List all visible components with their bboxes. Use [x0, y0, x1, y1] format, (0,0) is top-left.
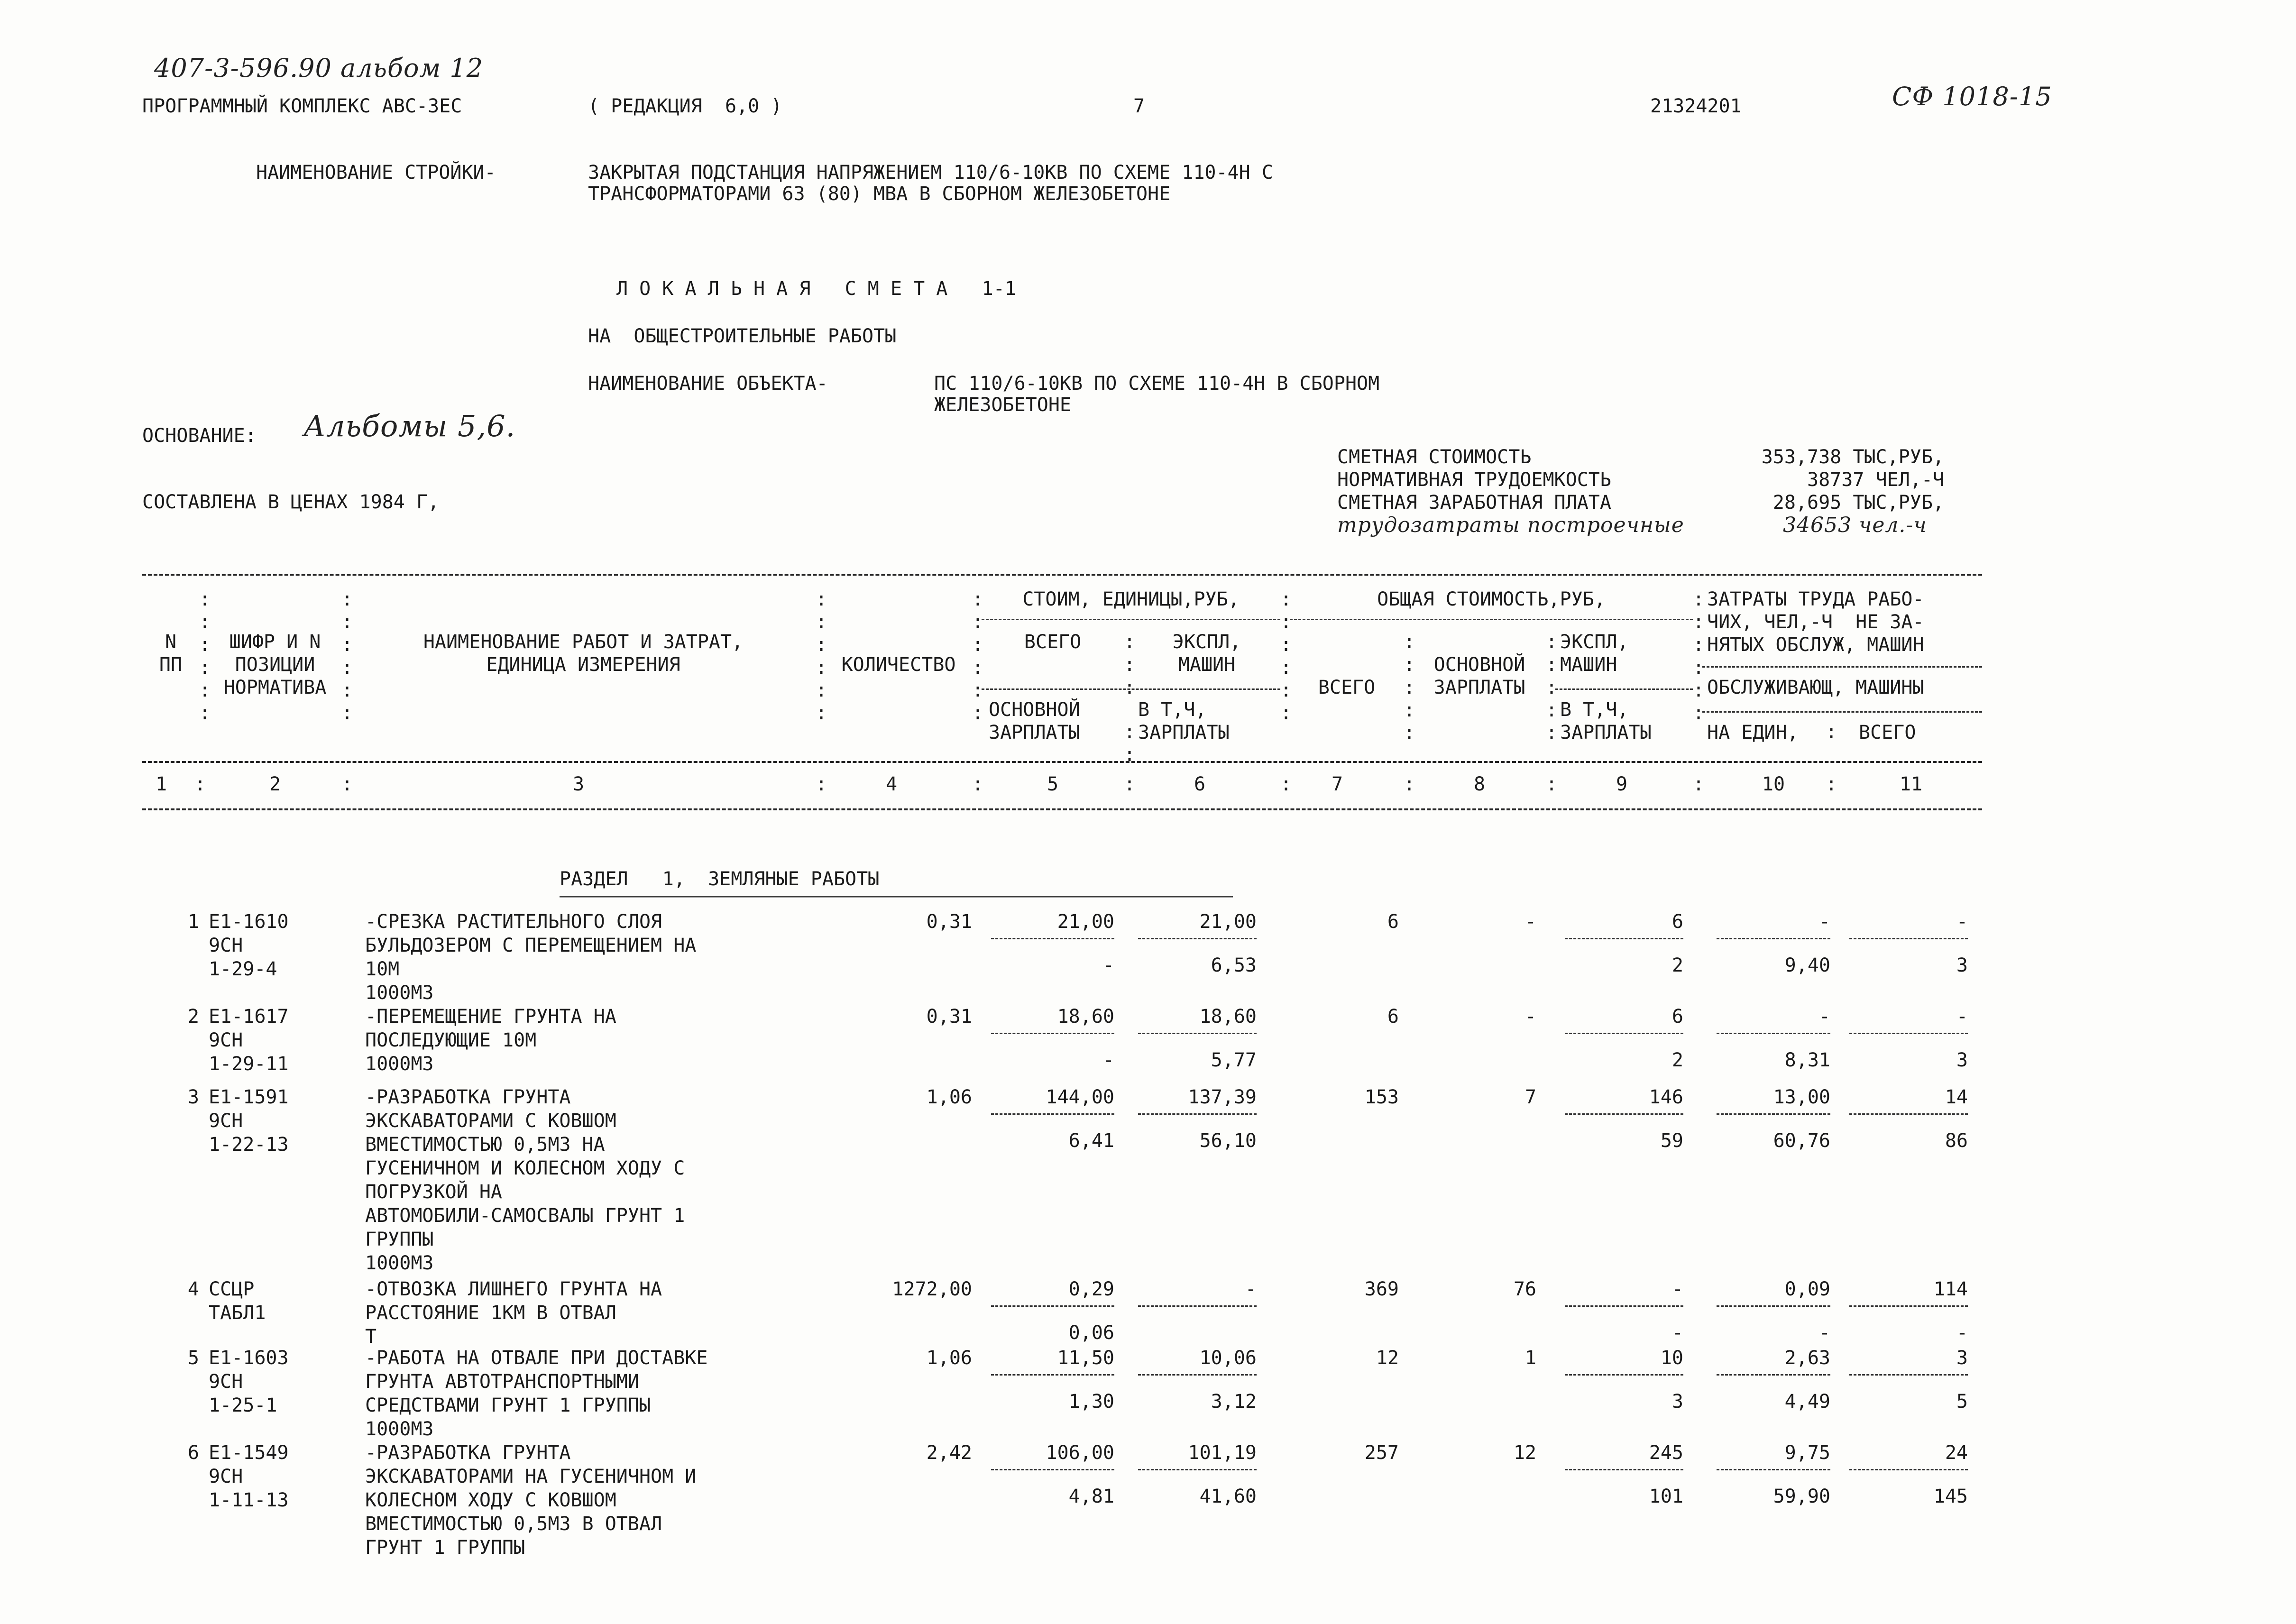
- item-unit: 1000М3: [365, 1053, 434, 1075]
- cell-divider-rule: [1565, 1033, 1683, 1034]
- hdr-c7: ВСЕГО: [1318, 677, 1376, 698]
- item-unit-machines: 137,39: [1188, 1086, 1257, 1108]
- item-name: АВТОМОБИЛИ-САМОСВАЛЫ ГРУНТ 1: [365, 1205, 685, 1227]
- item-code: Е1-1603: [209, 1347, 289, 1369]
- item-qty: 0,31: [926, 911, 972, 933]
- item-number: 3: [187, 1086, 199, 1108]
- stamp-handwritten: СФ 1018-15: [1892, 82, 2052, 111]
- col-number: 1: [155, 773, 167, 795]
- col-number: 4: [885, 773, 898, 795]
- cell-divider-rule: [991, 1374, 1114, 1376]
- item-service-labor-total: 145: [1933, 1486, 1968, 1507]
- summary-label-handwritten: трудозатраты построечные: [1337, 513, 1684, 537]
- item-total-machines: 10: [1660, 1347, 1683, 1369]
- cell-divider-rule: [1138, 1305, 1257, 1307]
- cell-divider-rule: [991, 1113, 1114, 1115]
- line-name-text-2: ТРАНСФОРМАТОРАМИ 63 (80) МВА В СБОРНОМ ЖЕЛЕЗОБЕТОНЕ: [588, 183, 1171, 205]
- cell-divider-rule: [1717, 1374, 1830, 1376]
- col-sep: : : : : : :: [1693, 588, 1705, 724]
- item-total-machines: 146: [1649, 1086, 1683, 1108]
- item-total: 153: [1364, 1086, 1399, 1108]
- item-service-labor-total: 86: [1945, 1130, 1968, 1152]
- table-colnum-bottom-rule: [142, 808, 1982, 810]
- item-unit-machines: -: [1245, 1278, 1257, 1300]
- item-code: 9СН: [209, 1110, 243, 1132]
- item-name: -РАЗРАБОТКА ГРУНТА: [365, 1086, 571, 1108]
- item-unit-machines: 101,19: [1188, 1442, 1257, 1464]
- summary-label: НОРМАТИВНАЯ ТРУДОЕМКОСТЬ: [1337, 469, 1611, 491]
- item-code: 1-22-13: [209, 1134, 289, 1156]
- item-qty: 2,42: [926, 1442, 972, 1464]
- item-labor-unit: -: [1818, 1006, 1830, 1028]
- item-labor-total: 24: [1945, 1442, 1968, 1464]
- item-total-machines: 245: [1649, 1442, 1683, 1464]
- item-unit-total: 106,00: [1046, 1442, 1114, 1464]
- item-total-machine-wages: 59: [1660, 1130, 1683, 1152]
- hdr-n: N: [165, 631, 177, 653]
- item-unit-machines: 21,00: [1199, 911, 1257, 933]
- hdr-c10: НА ЕДИН,: [1707, 722, 1799, 743]
- summary-value: 353,738 ТЫС,РУБ,: [1761, 446, 1944, 468]
- item-total-machine-wages: 101: [1649, 1486, 1683, 1507]
- item-unit-total: 18,60: [1057, 1006, 1114, 1028]
- item-unit: 1000М3: [365, 982, 434, 1004]
- item-qty: 1,06: [926, 1086, 972, 1108]
- item-name: РАССТОЯНИЕ 1КМ В ОТВАЛ: [365, 1302, 616, 1324]
- col-sep: : : : : : :: [341, 588, 353, 724]
- item-service-labor-total: 3: [1956, 1049, 1968, 1071]
- cell-divider-rule: [991, 938, 1114, 939]
- item-total-wages: -: [1525, 1006, 1536, 1028]
- item-service-labor-unit: 9,40: [1784, 954, 1830, 976]
- item-labor-unit: 9,75: [1784, 1442, 1830, 1464]
- item-name: -ОТВОЗКА ЛИШНЕГО ГРУНТА НА: [365, 1278, 662, 1300]
- hdr-c9-4: ЗАРПЛАТЫ: [1560, 722, 1652, 743]
- hdr-rule: [1555, 688, 1693, 690]
- item-service-labor-unit: 4,49: [1784, 1391, 1830, 1413]
- item-total-machine-wages: 2: [1671, 954, 1683, 976]
- col-sep: :: [1280, 773, 1292, 795]
- item-total-machines: 6: [1671, 1006, 1683, 1028]
- item-unit-machine-wages: 3,12: [1211, 1391, 1257, 1413]
- item-qty: 1,06: [926, 1347, 972, 1369]
- col-sep: : : :: [1124, 631, 1136, 698]
- item-unit-total: 21,00: [1057, 911, 1114, 933]
- hdr-labor-1: ЗАТРАТЫ ТРУДА РАБО-: [1707, 588, 1924, 610]
- item-service-labor-total: 5: [1956, 1391, 1968, 1413]
- summary-label: СМЕТНАЯ СТОИМОСТЬ: [1337, 446, 1532, 468]
- hdr-rule: [1702, 666, 1982, 668]
- cell-divider-rule: [1717, 1113, 1830, 1115]
- item-code: Е1-1549: [209, 1442, 289, 1464]
- item-code: 9СН: [209, 1029, 243, 1051]
- item-name: КОЛЕСНОМ ХОДУ С КОВШОМ: [365, 1489, 616, 1511]
- hdr-code-1: ШИФР И N: [229, 631, 321, 653]
- cell-divider-rule: [991, 1469, 1114, 1470]
- cell-divider-rule: [1138, 1033, 1257, 1034]
- item-number: 1: [187, 911, 199, 933]
- hdr-c8-2: ЗАРПЛАТЫ: [1433, 677, 1525, 698]
- cell-divider-rule: [1717, 1469, 1830, 1470]
- item-qty: 1272,00: [892, 1278, 972, 1300]
- summary-value-handwritten: 34653 чел.-ч: [1783, 513, 1927, 537]
- item-labor-total: 3: [1956, 1347, 1968, 1369]
- item-unit-machine-wages: 5,77: [1211, 1049, 1257, 1071]
- cell-divider-rule: [1717, 938, 1830, 939]
- item-total-machines: -: [1671, 1278, 1683, 1300]
- hdr-c6-bottom-2: ЗАРПЛАТЫ: [1138, 722, 1230, 743]
- col-sep: : : : : : :: [972, 588, 984, 724]
- item-unit-machine-wages: 6,53: [1211, 954, 1257, 976]
- item-labor-unit: 0,09: [1784, 1278, 1830, 1300]
- col-sep: :: [1826, 773, 1837, 795]
- hdr-labor-service: ОБСЛУЖИВАЮЩ, МАШИНЫ: [1707, 677, 1924, 698]
- item-service-labor-unit: 8,31: [1784, 1049, 1830, 1071]
- cell-divider-rule: [1138, 938, 1257, 939]
- hdr-c6-top-1: ЭКСПЛ,: [1172, 631, 1241, 653]
- item-name: БУЛЬДОЗЕРОМ С ПЕРЕМЕЩЕНИЕМ НА: [365, 935, 697, 956]
- item-total: 6: [1387, 911, 1399, 933]
- item-total-machine-wages: -: [1671, 1322, 1683, 1344]
- hdr-rule: [1702, 711, 1982, 713]
- item-name: ГРУППЫ: [365, 1229, 434, 1250]
- item-name: ГРУНТ 1 ГРУППЫ: [365, 1537, 525, 1559]
- table-top-rule: [142, 574, 1982, 576]
- table-header-bottom-rule: [142, 761, 1982, 763]
- hdr-rule: [982, 688, 1280, 690]
- cell-divider-rule: [1849, 938, 1968, 939]
- hdr-c11: ВСЕГО: [1859, 722, 1916, 743]
- item-name: ВМЕСТИМОСТЬЮ 0,5М3 В ОТВАЛ: [365, 1513, 662, 1535]
- cell-divider-rule: [1849, 1469, 1968, 1470]
- item-unit-machine-wages: 41,60: [1199, 1486, 1257, 1507]
- line-name-text-1: ЗАКРЫТАЯ ПОДСТАНЦИЯ НАПРЯЖЕНИЕМ 110/6-10КВ ПО СХЕМЕ 110-4Н С: [588, 162, 1273, 184]
- cell-divider-rule: [1717, 1305, 1830, 1307]
- item-unit-wages: 0,06: [1068, 1322, 1114, 1344]
- item-service-labor-unit: 60,76: [1773, 1130, 1830, 1152]
- item-number: 6: [187, 1442, 199, 1464]
- item-code: 1-29-4: [209, 958, 277, 980]
- hdr-c9-3: В Т,Ч,: [1560, 699, 1629, 721]
- item-unit-total: 144,00: [1046, 1086, 1114, 1108]
- item-total-wages: 1: [1525, 1347, 1536, 1369]
- hdr-c5-bottom-2: ЗАРПЛАТЫ: [989, 722, 1080, 743]
- col-number: 5: [1047, 773, 1059, 795]
- program-name: ПРОГРАММНЫЙ КОМПЛЕКС АВС-3ЕС: [142, 95, 462, 117]
- item-unit: 1000М3: [365, 1252, 434, 1274]
- col-sep: :: [816, 773, 827, 795]
- basis-handwritten: Альбомы 5,6.: [303, 409, 516, 443]
- col-sep: :: [1826, 721, 1837, 743]
- hdr-total-cost: ОБЩАЯ СТОИМОСТЬ,РУБ,: [1377, 588, 1606, 610]
- item-name: -РАБОТА НА ОТВАЛЕ ПРИ ДОСТАВКЕ: [365, 1347, 708, 1369]
- item-name: -РАЗРАБОТКА ГРУНТА: [365, 1442, 571, 1464]
- cell-divider-rule: [991, 1305, 1114, 1307]
- col-sep: :: [1546, 773, 1558, 795]
- item-service-labor-unit: 59,90: [1773, 1486, 1830, 1507]
- col-sep: : : : : :: [1546, 631, 1558, 744]
- item-service-labor-unit: -: [1818, 1322, 1830, 1344]
- hdr-c9-1: ЭКСПЛ,: [1560, 631, 1629, 653]
- cell-divider-rule: [1717, 1033, 1830, 1034]
- cell-divider-rule: [1565, 1113, 1683, 1115]
- item-name: ВМЕСТИМОСТЬЮ 0,5М3 НА: [365, 1134, 605, 1156]
- item-total-wages: 76: [1513, 1278, 1536, 1300]
- item-total-wages: -: [1525, 911, 1536, 933]
- item-name: ПОСЛЕДУЮЩИЕ 10М: [365, 1029, 537, 1051]
- summary-label: СМЕТНАЯ ЗАРАБОТНАЯ ПЛАТА: [1337, 492, 1611, 514]
- summary-value: 38737 ЧЕЛ,-Ч: [1807, 469, 1944, 491]
- col-sep: :: [341, 773, 353, 795]
- item-code: 9СН: [209, 1371, 243, 1393]
- page-number: 7: [1133, 95, 1145, 117]
- item-total-machine-wages: 2: [1671, 1049, 1683, 1071]
- hdr-code-3: НОРМАТИВА: [223, 677, 327, 698]
- item-total-wages: 7: [1525, 1086, 1536, 1108]
- hdr-pp: ПП: [159, 654, 183, 676]
- item-unit-total: 0,29: [1068, 1278, 1114, 1300]
- item-unit-machines: 18,60: [1199, 1006, 1257, 1028]
- col-sep: :: [972, 773, 984, 795]
- col-sep: :: [1693, 773, 1705, 795]
- section-title: РАЗДЕЛ 1, ЗЕМЛЯНЫЕ РАБОТЫ: [560, 868, 880, 890]
- cell-divider-rule: [1849, 1305, 1968, 1307]
- hdr-code-2: ПОЗИЦИИ: [235, 654, 315, 676]
- item-number: 5: [187, 1347, 199, 1369]
- item-total: 12: [1376, 1347, 1399, 1369]
- doc-code: 21324201: [1650, 95, 1742, 117]
- hdr-name-2: ЕДИНИЦА ИЗМЕРЕНИЯ: [486, 654, 680, 676]
- col-number: 8: [1473, 773, 1486, 795]
- item-unit-total: 11,50: [1057, 1347, 1114, 1369]
- prices-note: СОСТАВЛЕНА В ЦЕНАХ 1984 Г,: [142, 491, 440, 513]
- item-unit-wages: 1,30: [1068, 1391, 1114, 1413]
- hdr-c8-1: ОСНОВНОЙ: [1433, 654, 1525, 676]
- cell-divider-rule: [1565, 1469, 1683, 1470]
- hdr-c9-2: МАШИН: [1560, 654, 1617, 676]
- estimate-title: Л О К А Л Ь Н А Я С М Е Т А 1-1: [616, 278, 1016, 300]
- estimate-subtitle: НА ОБЩЕСТРОИТЕЛЬНЫЕ РАБОТЫ: [588, 325, 897, 347]
- item-code: 9СН: [209, 1466, 243, 1487]
- album-handwritten: 407-3-596.90 альбом 12: [154, 53, 484, 83]
- item-code: 1-11-13: [209, 1489, 289, 1511]
- col-number: 11: [1899, 773, 1923, 795]
- col-number: 3: [572, 773, 585, 795]
- item-unit-machine-wages: 56,10: [1199, 1130, 1257, 1152]
- item-labor-unit: -: [1818, 911, 1830, 933]
- item-labor-total: 114: [1933, 1278, 1968, 1300]
- cell-divider-rule: [1849, 1113, 1968, 1115]
- item-total-machines: 6: [1671, 911, 1683, 933]
- item-unit-wages: -: [1102, 1049, 1114, 1071]
- col-sep: :: [1404, 773, 1415, 795]
- cell-divider-rule: [1565, 1305, 1683, 1307]
- item-total: 369: [1364, 1278, 1399, 1300]
- col-sep: : : : : :: [1404, 631, 1415, 744]
- item-labor-total: -: [1956, 911, 1968, 933]
- item-unit-wages: -: [1102, 954, 1114, 976]
- item-unit: Т: [365, 1326, 377, 1348]
- section-underline: [560, 896, 1233, 902]
- hdr-c5-bottom-1: ОСНОВНОЙ: [989, 699, 1080, 721]
- hdr-c6-bottom-1: В Т,Ч,: [1138, 699, 1207, 721]
- hdr-labor-2: ЧИХ, ЧЕЛ,-Ч НЕ ЗА-: [1707, 611, 1924, 633]
- item-name: ГУСЕНИЧНОМ И КОЛЕСНОМ ХОДУ С: [365, 1157, 685, 1179]
- item-name: ЭКСКАВАТОРАМИ С КОВШОМ: [365, 1110, 616, 1132]
- item-unit-machines: 10,06: [1199, 1347, 1257, 1369]
- col-number: 6: [1194, 773, 1206, 795]
- hdr-labor-3: НЯТЫХ ОБСЛУЖ, МАШИН: [1707, 634, 1924, 656]
- cell-divider-rule: [1565, 938, 1683, 939]
- item-code: Е1-1591: [209, 1086, 289, 1108]
- item-code: ССЦР: [209, 1278, 255, 1300]
- item-unit-wages: 6,41: [1068, 1130, 1114, 1152]
- line-name-label: НАИМЕНОВАНИЕ СТРОЙКИ-: [256, 162, 496, 184]
- item-service-labor-total: 3: [1956, 954, 1968, 976]
- hdr-rule: [982, 619, 1280, 620]
- item-code: Е1-1610: [209, 911, 289, 933]
- col-sep: : : : : : :: [199, 588, 211, 724]
- summary-value: 28,695 ТЫС,РУБ,: [1773, 492, 1944, 514]
- item-name: -ПЕРЕМЕЩЕНИЕ ГРУНТА НА: [365, 1006, 616, 1028]
- col-number: 7: [1331, 773, 1343, 795]
- cell-divider-rule: [1849, 1033, 1968, 1034]
- hdr-unit-cost: СТОИМ, ЕДИНИЦЫ,РУБ,: [1022, 588, 1240, 610]
- item-code: Е1-1617: [209, 1006, 289, 1028]
- cell-divider-rule: [1138, 1469, 1257, 1470]
- cell-divider-rule: [1138, 1113, 1257, 1115]
- item-name: СРЕДСТВАМИ ГРУНТ 1 ГРУППЫ: [365, 1395, 651, 1416]
- col-number: 9: [1616, 773, 1628, 795]
- cell-divider-rule: [1138, 1374, 1257, 1376]
- col-number: 10: [1762, 773, 1785, 795]
- col-sep: :: [194, 773, 206, 795]
- item-name: ПОГРУЗКОЙ НА: [365, 1181, 502, 1203]
- object-text-2: ЖЕЛЕЗОБЕТОНЕ: [934, 394, 1071, 416]
- hdr-rule: [1290, 619, 1693, 620]
- cell-divider-rule: [1849, 1374, 1968, 1376]
- object-text-1: ПС 110/6-10КВ ПО СХЕМЕ 110-4Н В СБОРНОМ: [934, 373, 1380, 395]
- item-code: 1-25-1: [209, 1395, 277, 1416]
- item-name: -СРЕЗКА РАСТИТЕЛЬНОГО СЛОЯ: [365, 911, 662, 933]
- item-qty: 0,31: [926, 1006, 972, 1028]
- col-number: 2: [269, 773, 281, 795]
- item-number: 2: [187, 1006, 199, 1028]
- hdr-name-1: НАИМЕНОВАНИЕ РАБОТ И ЗАТРАТ,: [423, 631, 744, 653]
- col-sep: :: [1124, 773, 1136, 795]
- cell-divider-rule: [991, 1033, 1114, 1034]
- item-service-labor-total: -: [1956, 1322, 1968, 1344]
- item-labor-total: 14: [1945, 1086, 1968, 1108]
- item-code: 9СН: [209, 935, 243, 956]
- item-total: 6: [1387, 1006, 1399, 1028]
- item-name: ГРУНТА АВТОТРАНСПОРТНЫМИ: [365, 1371, 639, 1393]
- item-labor-total: -: [1956, 1006, 1968, 1028]
- item-unit-wages: 4,81: [1068, 1486, 1114, 1507]
- col-sep: : :: [1124, 721, 1136, 766]
- item-code: ТАБЛ1: [209, 1302, 266, 1324]
- object-label: НАИМЕНОВАНИЕ ОБЪЕКТА-: [588, 373, 828, 395]
- col-sep: : : : : : :: [1280, 588, 1292, 724]
- item-total-machine-wages: 3: [1671, 1391, 1683, 1413]
- item-total-wages: 12: [1513, 1442, 1536, 1464]
- item-total: 257: [1364, 1442, 1399, 1464]
- item-name: 10М: [365, 958, 400, 980]
- item-unit: 1000М3: [365, 1418, 434, 1440]
- hdr-c5-top: ВСЕГО: [1024, 631, 1082, 653]
- hdr-c6-top-2: МАШИН: [1178, 654, 1236, 676]
- cell-divider-rule: [1565, 1374, 1683, 1376]
- item-labor-unit: 13,00: [1773, 1086, 1830, 1108]
- edition: ( РЕДАКЦИЯ 6,0 ): [588, 95, 782, 117]
- hdr-qty: КОЛИЧЕСТВО: [841, 654, 956, 676]
- col-sep: : : : : : :: [816, 588, 827, 724]
- item-number: 4: [187, 1278, 199, 1300]
- item-code: 1-29-11: [209, 1053, 289, 1075]
- basis-label: ОСНОВАНИЕ:: [142, 425, 257, 447]
- item-name: ЭКСКАВАТОРАМИ НА ГУСЕНИЧНОМ И: [365, 1466, 697, 1487]
- item-labor-unit: 2,63: [1784, 1347, 1830, 1369]
